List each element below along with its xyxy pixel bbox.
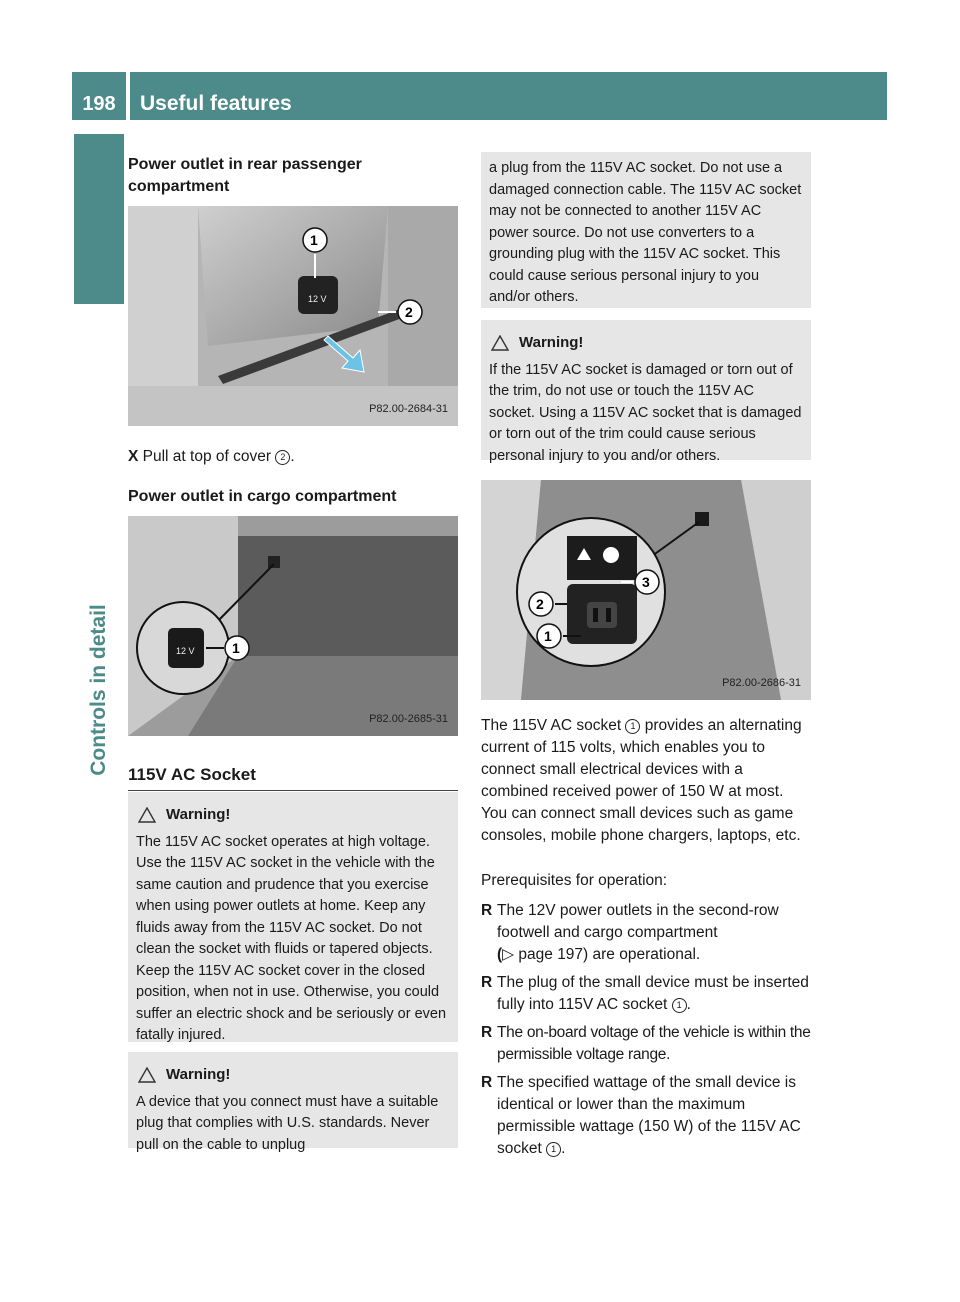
ac-socket-photo <box>481 480 811 700</box>
callout-1: 1 <box>625 719 640 734</box>
photo-code: P82.00-2684-31 <box>369 403 448 415</box>
list-item: R The on-board voltage of the vehicle is within the permissible voltage range. <box>481 1024 811 1063</box>
warning-plug: Warning! A device that you connect must have a suitable plug that complies with U.S. standards. Never pull on the cable to unplug <box>128 1052 458 1148</box>
rear-outlet-photo <box>128 206 458 426</box>
page-number: 198 <box>72 72 126 120</box>
callout-1: 1 <box>546 1142 561 1157</box>
rear-outlet-heading: Power outlet in rear passenger compartment <box>128 156 362 195</box>
svg-text:12 V: 12 V <box>308 294 327 304</box>
svg-text:2: 2 <box>405 304 413 320</box>
page-title: Useful features <box>130 72 887 120</box>
warning-text: If the 115V AC socket is damaged or torn out of the trim, do not use or touch the 115V AC socket. Using a 115V AC socket that is damaged or torn out of the trim could cause serious personal injury to you and/or others. <box>489 361 802 464</box>
cargo-outlet-photo <box>128 516 458 736</box>
side-label: Controls in detail <box>87 604 110 776</box>
callout-1: 1 <box>672 998 687 1013</box>
warning-text: A device that you connect must have a suitable plug that complies with U.S. standards. Never pull on the cable to unplug <box>136 1093 439 1153</box>
svg-text:2: 2 <box>536 596 544 612</box>
prerequisites-heading: Prerequisites for operation: <box>481 872 668 889</box>
warning-triangle-icon <box>138 1067 156 1083</box>
warning-triangle-icon <box>138 807 156 823</box>
photo-code: P82.00-2685-31 <box>369 713 448 725</box>
step-marker: X <box>128 448 139 465</box>
list-item: R The 12V power outlets in the second-row footwell and cargo compartment (▷ page 197) are operational. <box>481 902 779 963</box>
svg-text:12 V: 12 V <box>176 646 195 656</box>
svg-text:1: 1 <box>310 232 318 248</box>
ac-socket-intro: The 115V AC socket 1 provides an alternating current of 115 volts, which enables you to connect small electrical devices with a combined received power of 150 W at most. You can connect small devices such as game consoles, mobile phone chargers, laptops, etc. <box>481 717 802 844</box>
svg-text:1: 1 <box>232 640 240 656</box>
list-item: R The plug of the small device must be inserted fully into 115V AC socket 1 . <box>481 974 809 1013</box>
ac-socket-heading: 115V AC Socket <box>128 764 458 791</box>
warning-continued <box>481 152 811 308</box>
side-tab <box>74 134 124 304</box>
photo-code: P82.00-2686-31 <box>722 677 801 689</box>
warning-high-voltage: Warning! The 115V AC socket operates at high voltage. Use the 115V AC socket in the vehicle with the same caution and prudence that you exercise when using power outlets at home. Keep any fluids away from the 115V AC socket. Do not clean the socket with fluids or tapered objects. Keep the 115V AC socket cover in the closed position, when not in use. Otherwise, you could suffer an electric shock and be seriously or even fatally injured. <box>128 792 458 1042</box>
cargo-outlet-heading: Power outlet in cargo compartment <box>128 488 397 505</box>
callout-2: 2 <box>275 450 290 465</box>
warning-triangle-icon <box>491 335 509 351</box>
page-ref-arrow: (▷ <box>497 946 515 963</box>
svg-text:1: 1 <box>544 628 552 644</box>
warning-text: a plug from the 115V AC socket. Do not use a damaged connection cable. The 115V AC socket may not be connected to another 115V AC power source. Do not use converters to a grounding plug with the 115V AC socket. This could cause serious personal injury to you and/or others. <box>489 160 802 305</box>
prerequisites-list <box>481 900 813 1160</box>
warning-text: The 115V AC socket operates at high voltage. Use the 115V AC socket in the vehicle with the same caution and prudence that you exercise when using power outlets at home. Keep any fluids away from the 115V AC socket. Do not clean the socket with fluids or tapered objects. Keep the 115V AC socket cover in the closed position, when not in use. Otherwise, you could suffer an electric shock and be seriously or even fatally injured. <box>136 833 447 1043</box>
svg-text:3: 3 <box>642 574 650 590</box>
list-item: R The specified wattage of the small device is identical or lower than the maximum permissible wattage (150 W) of the 115V AC socket 1 . <box>481 1074 801 1157</box>
pull-cover-step: X Pull at top of cover 2 . <box>128 448 295 465</box>
warning-damaged-socket: Warning! If the 115V AC socket is damaged or torn out of the trim, do not use or touch the 115V AC socket. Using a 115V AC socket that is damaged or torn out of the trim could cause serious personal injury to you and/or others. <box>481 320 811 460</box>
